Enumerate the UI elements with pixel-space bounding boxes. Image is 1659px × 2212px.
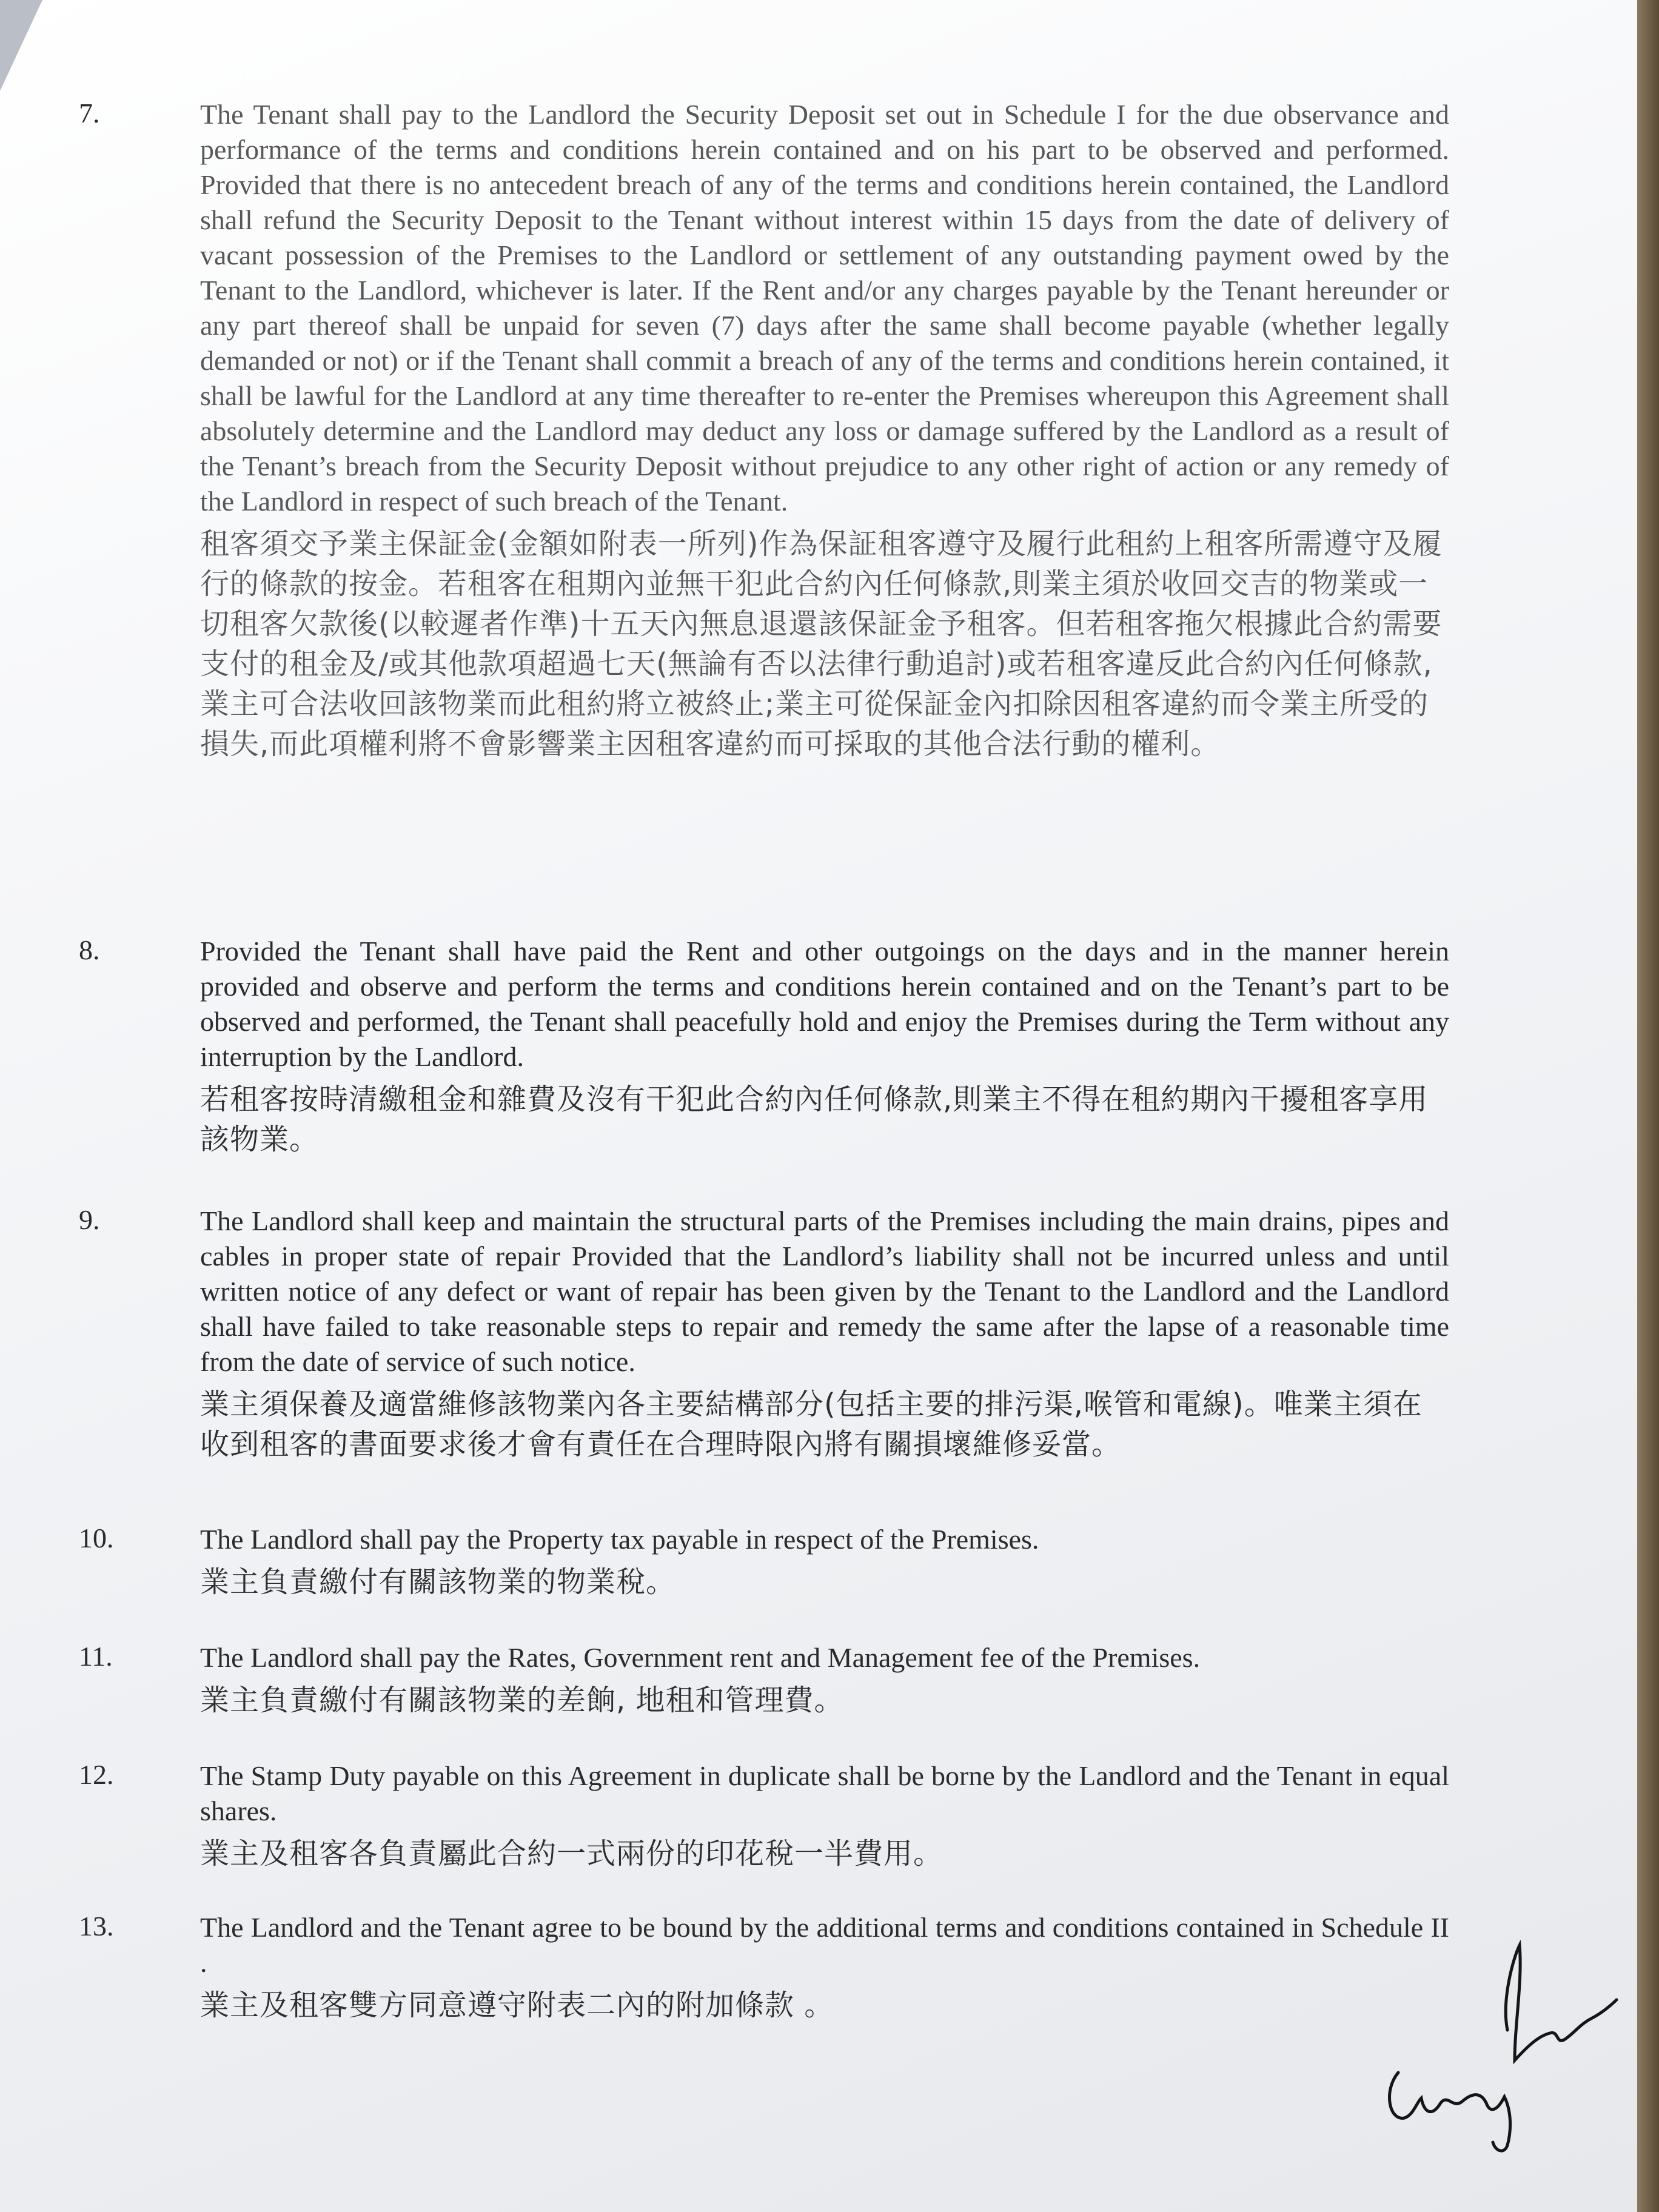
clause-text-chinese: 業主及租客各負責屬此合約一式兩份的印花稅一半費用。 xyxy=(200,1837,943,1871)
clause-number: 12. xyxy=(79,1759,114,1790)
clause-text-chinese: 租客須交予業主保証金(金額如附表一所列)作為保証租客遵守及履行此租約上租客所需遵守及履行的條款的按金。若租客在租期內並無干犯此合約內任何條款,則業主須於收回交吉的物業或一切租客欠款後(以較遲者作準)十五天內無息退還該保証金予租客。但若租客拖欠根據此合約需要支付的租金及/或其他款項超過七天(無論有否以法律行動追討)或若租客違反此合約內任何條款,業主可合法收回該物業而此租約將立被終止;業主可從保証金內扣除因租客違約而令業主所受的損失,而此項權利將不會影響業主因租客違約而可採取的其他合法行動的權利。 xyxy=(200,527,1443,761)
handwritten-signature xyxy=(1356,1909,1623,2163)
clause-text-chinese: 業主負責繳付有關該物業的差餉, 地租和管理費。 xyxy=(200,1683,844,1717)
clause-number: 8. xyxy=(79,934,100,965)
clause-number: 9. xyxy=(79,1204,100,1235)
clause-number: 13. xyxy=(79,1911,114,1942)
clause-text-english: The Landlord shall pay the Property tax payable in respect of the Premises. xyxy=(200,1524,1039,1555)
clause-text-chinese: 業主須保養及適當維修該物業內各主要結構部分(包括主要的排污渠,喉管和電線)。唯業主須在收到租客的書面要求後才會有責任在合理時限內將有關損壞維修妥當。 xyxy=(200,1387,1423,1461)
clause-text-english: The Landlord shall keep and maintain the structural parts of the Premises including the main drains, pipes and cables in proper state of repair Provided that the Landlord’s liability shall not be incurred unless and until written notice of any defect or want of repair has been given by the Tenant to the Landlord and the Landlord shall have failed to take reasonable steps to repair and remedy the same after the lapse of a reasonable time from the date of service of such notice. xyxy=(200,1205,1449,1377)
clause-9 xyxy=(79,1204,1449,1464)
clause-text-chinese: 若租客按時清繳租金和雜費及沒有干犯此合約內任何條款,則業主不得在租約期內干擾租客享用該物業。 xyxy=(200,1082,1429,1156)
clause-13 xyxy=(79,1910,1449,2025)
clause-8 xyxy=(79,934,1449,1159)
clause-number: 7. xyxy=(79,98,100,129)
clause-text-english: The Stamp Duty payable on this Agreement in duplicate shall be borne by the Landlord and the Tenant in equal shares. xyxy=(200,1760,1449,1826)
clause-text-english: The Landlord shall pay the Rates, Government rent and Management fee of the Premises. xyxy=(200,1642,1201,1673)
clause-10 xyxy=(79,1522,1449,1602)
clause-text-english: The Tenant shall pay to the Landlord the Security Deposit set out in Schedule I for the due observance and performance of the terms and conditions herein contained and on his part to be observed and performed. Provided that there is no antecedent breach of any of the terms and conditions herein contained, the Landlord shall refund the Security Deposit to the Tenant without interest within 15 days from the date of delivery of vacant possession of the Premises to the Landlord or settlement of any outstanding payment owed by the Tenant to the Landlord, whichever is later. If the Rent and/or any charges payable by the Tenant hereunder or any part thereof shall be unpaid for seven (7) days after the same shall become payable (whether legally demanded or not) or if the Tenant shall commit a breach of any of the terms and conditions herein contained, it shall be lawful for the Landlord at any time thereafter to re-enter the Premises whereupon this Agreement shall absolutely determine and the Landlord may deduct any loss or damage suffered by the Landlord as a result of the Tenant’s breach from the Security Deposit without prejudice to any other right of action or any remedy of the Landlord in respect of such breach of the Tenant. xyxy=(200,99,1449,517)
page-corner xyxy=(0,0,42,91)
clause-number: 11. xyxy=(79,1641,113,1672)
clause-text-chinese: 業主及租客雙方同意遵守附表二內的附加條款 。 xyxy=(200,1988,834,2022)
clause-text-english: Provided the Tenant shall have paid the Rent and other outgoings on the days and in the manner herein provided and observe and perform the terms and conditions herein contained and on the Tenant’s part to be observed and performed, the Tenant shall peacefully hold and enjoy the Premises during the Term without any interruption by the Landlord. xyxy=(200,936,1449,1072)
clause-7 xyxy=(79,97,1449,764)
clause-text-english: The Landlord and the Tenant agree to be bound by the additional terms and conditions contained in Schedule II . xyxy=(200,1912,1449,1978)
clause-12 xyxy=(79,1758,1449,1874)
clause-text-chinese: 業主負責繳付有關該物業的物業稅。 xyxy=(200,1565,676,1599)
page-edge xyxy=(1637,0,1659,2212)
clause-11 xyxy=(79,1640,1449,1720)
clause-number: 10. xyxy=(79,1523,114,1553)
